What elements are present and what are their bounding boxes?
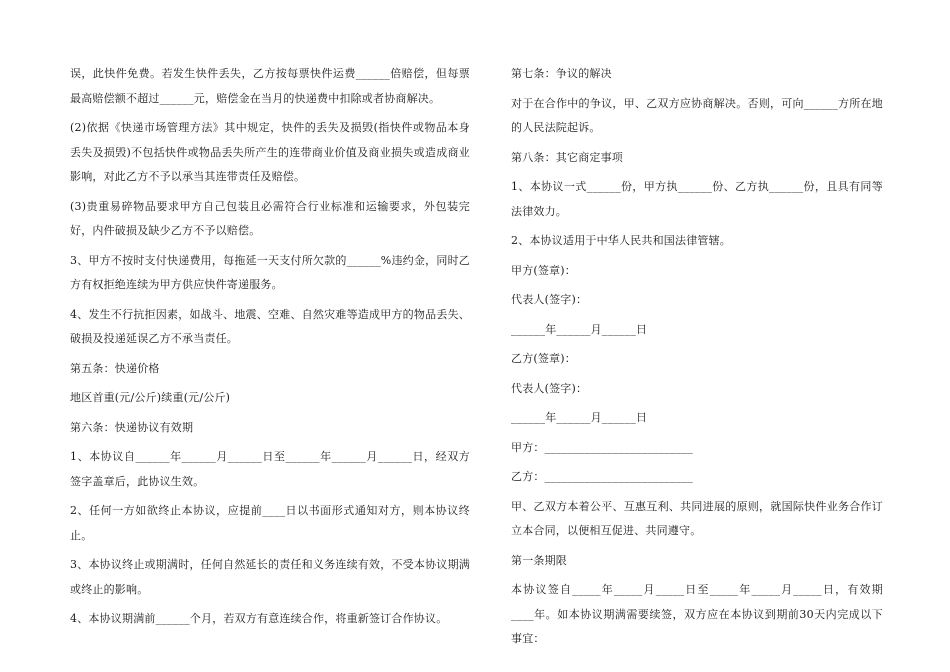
right-paragraph-5: 2、本协议适用于中华人民共和国法律管辖。: [511, 234, 731, 247]
section-5-heading: 第五条：快递价格: [70, 361, 160, 375]
left-paragraph-9: 1、本协议自______年______月______日至______年______月______日，经双方签字盖章后，此协议生效。: [70, 450, 470, 488]
party-b-name-line: 乙方：__________________________: [511, 470, 693, 483]
left-paragraph-12: 4、本协议期满前______个月，若双方有意连续合作，将重新签订合作协议。: [70, 612, 448, 625]
article-1-heading: 第一条期限: [511, 553, 567, 567]
party-b-seal-label: 乙方(签章)：: [511, 352, 576, 365]
section-8-heading: 第八条：其它商定事项: [511, 150, 623, 164]
right-paragraph-4: 1、本协议一式______份，甲方执______份、乙方执______份，且具有同等法律效力。: [511, 180, 883, 218]
party-a-seal-label: 甲方(签章)：: [511, 263, 576, 277]
right-column: [511, 62, 883, 657]
party-a-representative-label: 代表人(签字)：: [511, 293, 588, 306]
right-paragraph-14: 甲、乙双方本着公平、互惠互利、共同进展的原则，就国际快件业务合作订立本合同，以便相互促进、共同遵守。: [511, 499, 883, 537]
section-7-heading: 第七条：争议的解决: [511, 67, 612, 80]
left-paragraph-10: 2、任何一方如欲终止本协议，应提前____日以书面形式通知对方，则本协议终止。: [70, 504, 470, 542]
right-paragraph-16: 本协议签自_____年_____月_____日至_____年_____月_____日，有效期____年。如本协议期满需要续签，双方应在本协议到期前30天内完成以下事宜：: [511, 583, 883, 645]
party-a-name-line: 甲方：__________________________: [511, 440, 693, 454]
left-paragraph-3: (3)贵重易碎物品要求甲方自己包装且必需符合行业标准和运输要求，外包装完好，内件破损及缺少乙方不予以赔偿。: [70, 199, 470, 237]
left-paragraph-5: 4、发生不行抗拒因素，如战斗、地震、空难、自然灾难等造成甲方的物品丢失、破损及投递延误乙方不承当责任。: [70, 307, 470, 345]
right-paragraph-2: 对于在合作中的争议，甲、乙双方应协商解决。否则，可向______方所在地的人民法院起诉。: [511, 96, 883, 134]
party-b-date-line: ______年______月______日: [511, 411, 648, 424]
party-b-representative-label: 代表人(签字)：: [511, 381, 588, 395]
left-paragraph-11: 3、本协议终止或期满时，任何自然延长的责任和义务连续有效，不受本协议期满或终止的影响。: [70, 558, 470, 596]
section-6-heading: 第六条：快递协议有效期: [70, 420, 194, 434]
left-paragraph-1: 误，此快件免费。若发生快件丢失，乙方按每票快件运费______倍赔偿，但每票最高赔偿额不超过______元，赔偿金在当月的快递费中扣除或者协商解决。: [70, 67, 470, 105]
price-table-header: 地区首重(元/公斤)续重(元/公斤): [70, 391, 231, 404]
left-column: [70, 62, 470, 637]
left-paragraph-2: (2)依据《快递市场管理方法》其中规定，快件的丢失及损毁(指快件或物品本身丢失及损毁)不包括快件或物品丢失所产生的连带商业价值及商业损失或造成商业影响，对此乙方不予以承当其连带责任及赔偿。: [70, 121, 470, 183]
left-paragraph-4: 3、甲方不按时支付快递费用，每拖延一天支付所欠款的______%违约金，同时乙方有权拒绝连续为甲方供应快件寄递服务。: [70, 253, 470, 291]
party-a-date-line: ______年______月______日: [511, 322, 648, 336]
